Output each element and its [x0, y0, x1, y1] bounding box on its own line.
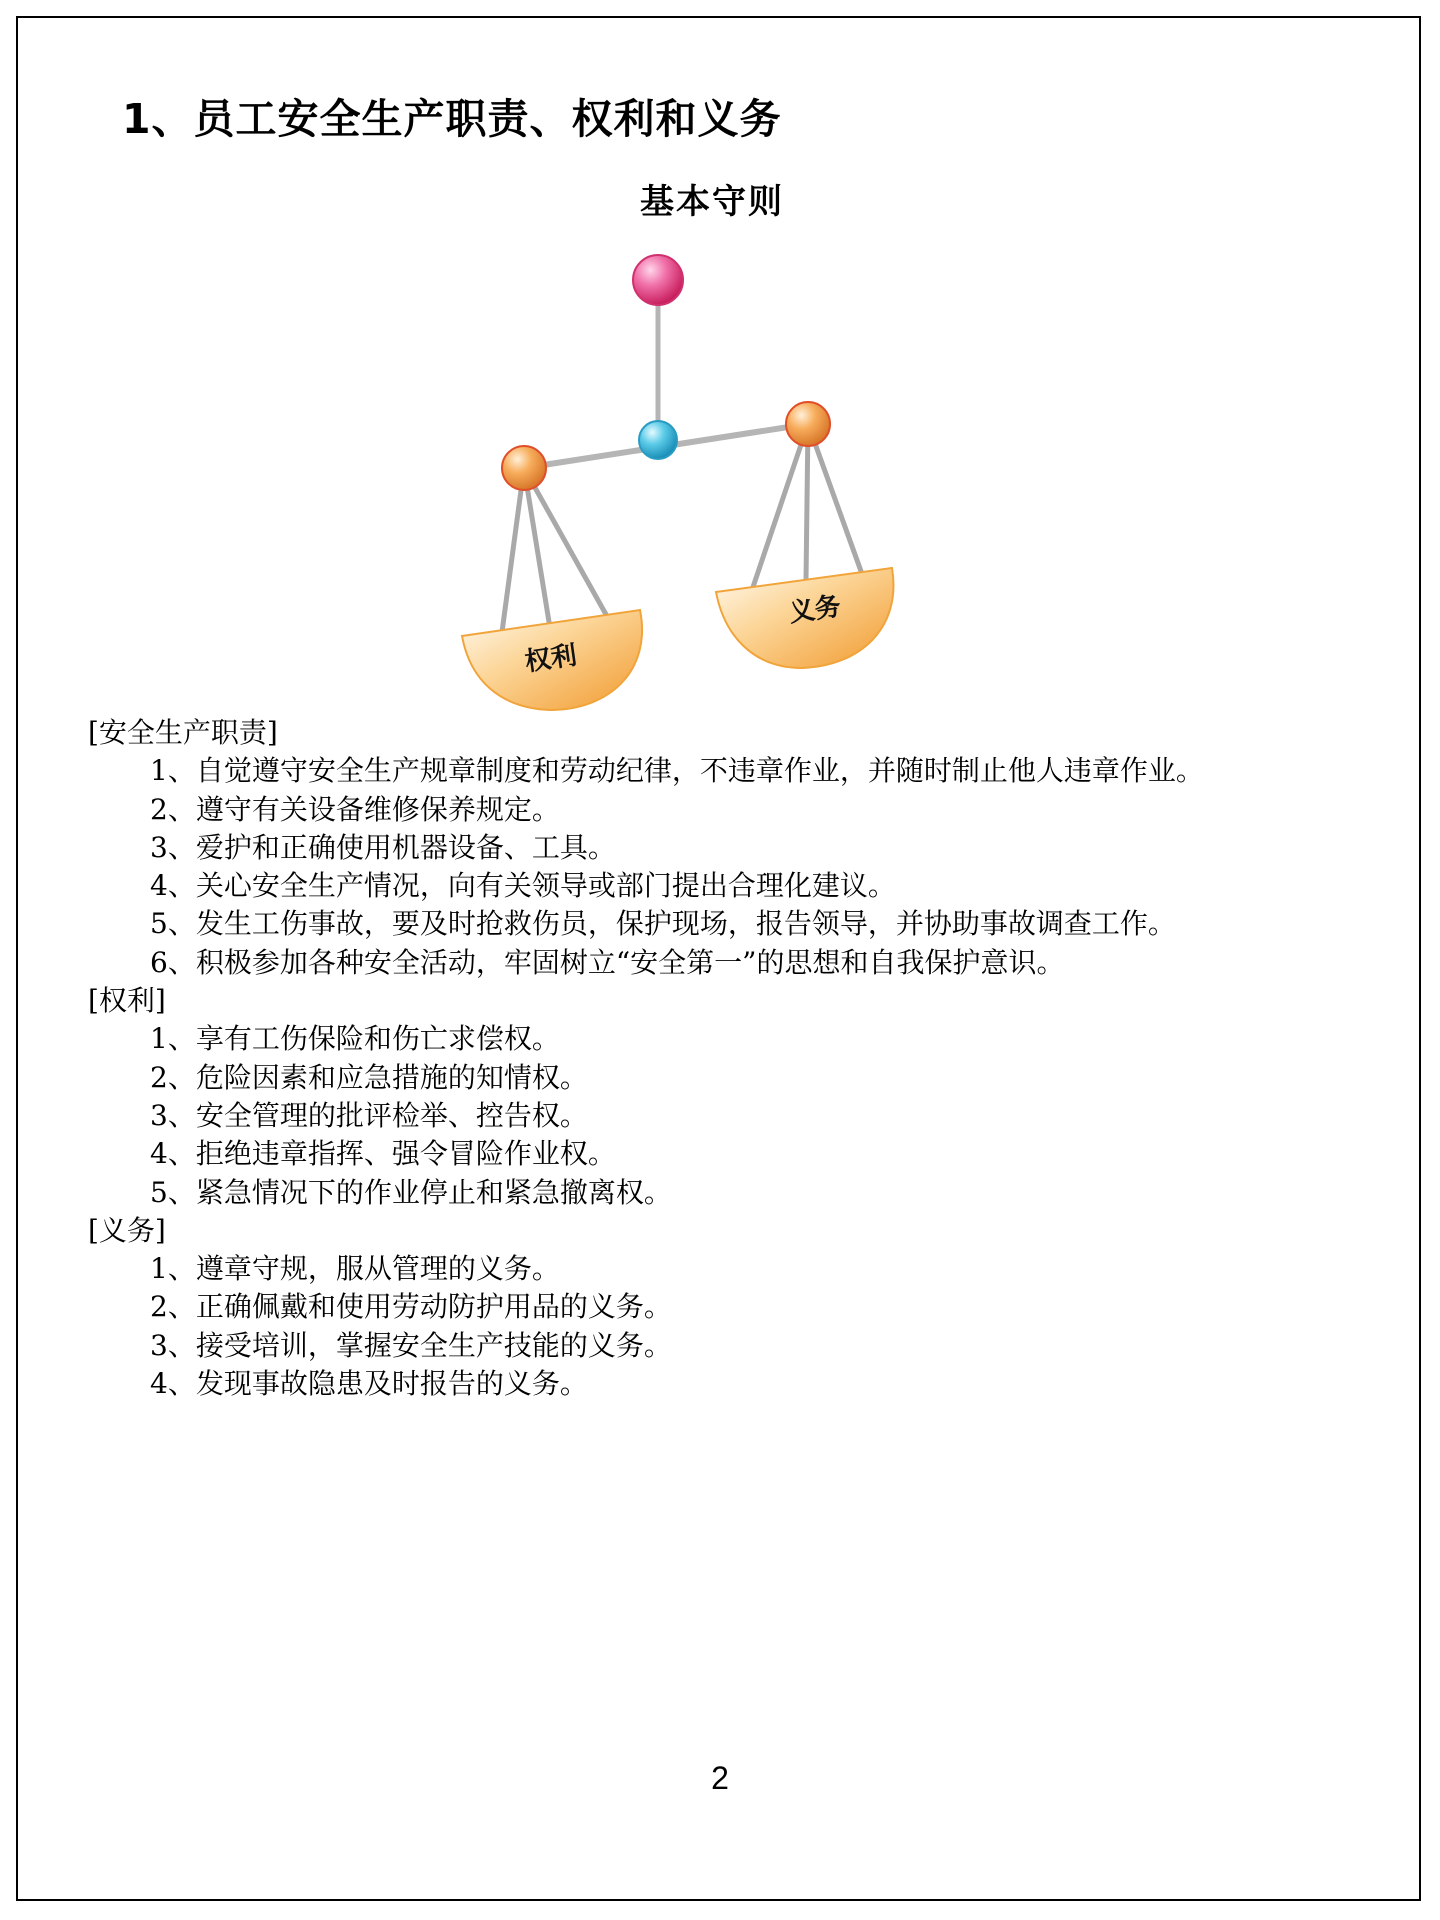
- list-item: 5、发生工伤事故，要及时抢救伤员，保护现场，报告领导，并协助事故调查工作。: [150, 907, 1176, 941]
- list-item: 3、安全管理的批评检举、控告权。: [150, 1098, 588, 1132]
- section-title: [义务]: [88, 1213, 166, 1247]
- list-item: 2、正确佩戴和使用劳动防护用品的义务。: [150, 1290, 672, 1324]
- section-title: [安全生产职责]: [88, 716, 278, 749]
- list-item: 4、发现事故隐患及时报告的义务。: [150, 1367, 588, 1401]
- page-number: 2: [711, 1760, 729, 1796]
- list-item: 4、关心安全生产情况，向有关领导或部门提出合理化建议。: [150, 869, 896, 903]
- left-pan: [462, 610, 642, 710]
- page-heading: 1、员工安全生产职责、权利和义务: [122, 95, 782, 143]
- right-pan-label: 义务: [787, 591, 843, 629]
- right-pan: [716, 568, 893, 668]
- list-item: 4、拒绝违章指挥、强令冒险作业权。: [150, 1137, 616, 1171]
- top-ball: [633, 255, 683, 305]
- left-arm-ball: [502, 446, 546, 490]
- list-item: 1、遵章守规，服从管理的义务。: [150, 1252, 560, 1286]
- subheading: 基本守则: [640, 182, 784, 222]
- responsibilities-content: [88, 714, 1388, 1403]
- left-pan-label: 权利: [523, 640, 579, 678]
- list-item: 6、积极参加各种安全活动，牢固树立“安全第一”的思想和自我保护意识。: [150, 945, 1065, 979]
- section-obligations: [88, 1212, 1388, 1403]
- list-item: 3、接受培训，掌握安全生产技能的义务。: [150, 1328, 672, 1362]
- list-item: 3、爱护和正确使用机器设备、工具。: [150, 830, 616, 864]
- right-arm-ball: [786, 402, 830, 446]
- list-item: 5、紧急情况下的作业停止和紧急撤离权。: [150, 1175, 672, 1209]
- list-item: 2、遵守有关设备维修保养规定。: [150, 792, 560, 826]
- list-item: 1、自觉遵守安全生产规章制度和劳动纪律，不违章作业，并随时制止他人违章作业。: [150, 754, 1204, 788]
- balance-scale-illustration: [440, 240, 920, 720]
- list-item: 1、享有工伤保险和伤亡求偿权。: [150, 1022, 560, 1056]
- section-title: [权利]: [88, 984, 166, 1018]
- section-safety-duties: [88, 714, 1388, 982]
- center-pivot-ball: [639, 421, 677, 459]
- list-item: 2、危险因素和应急措施的知情权。: [150, 1060, 588, 1094]
- section-rights: [88, 982, 1388, 1212]
